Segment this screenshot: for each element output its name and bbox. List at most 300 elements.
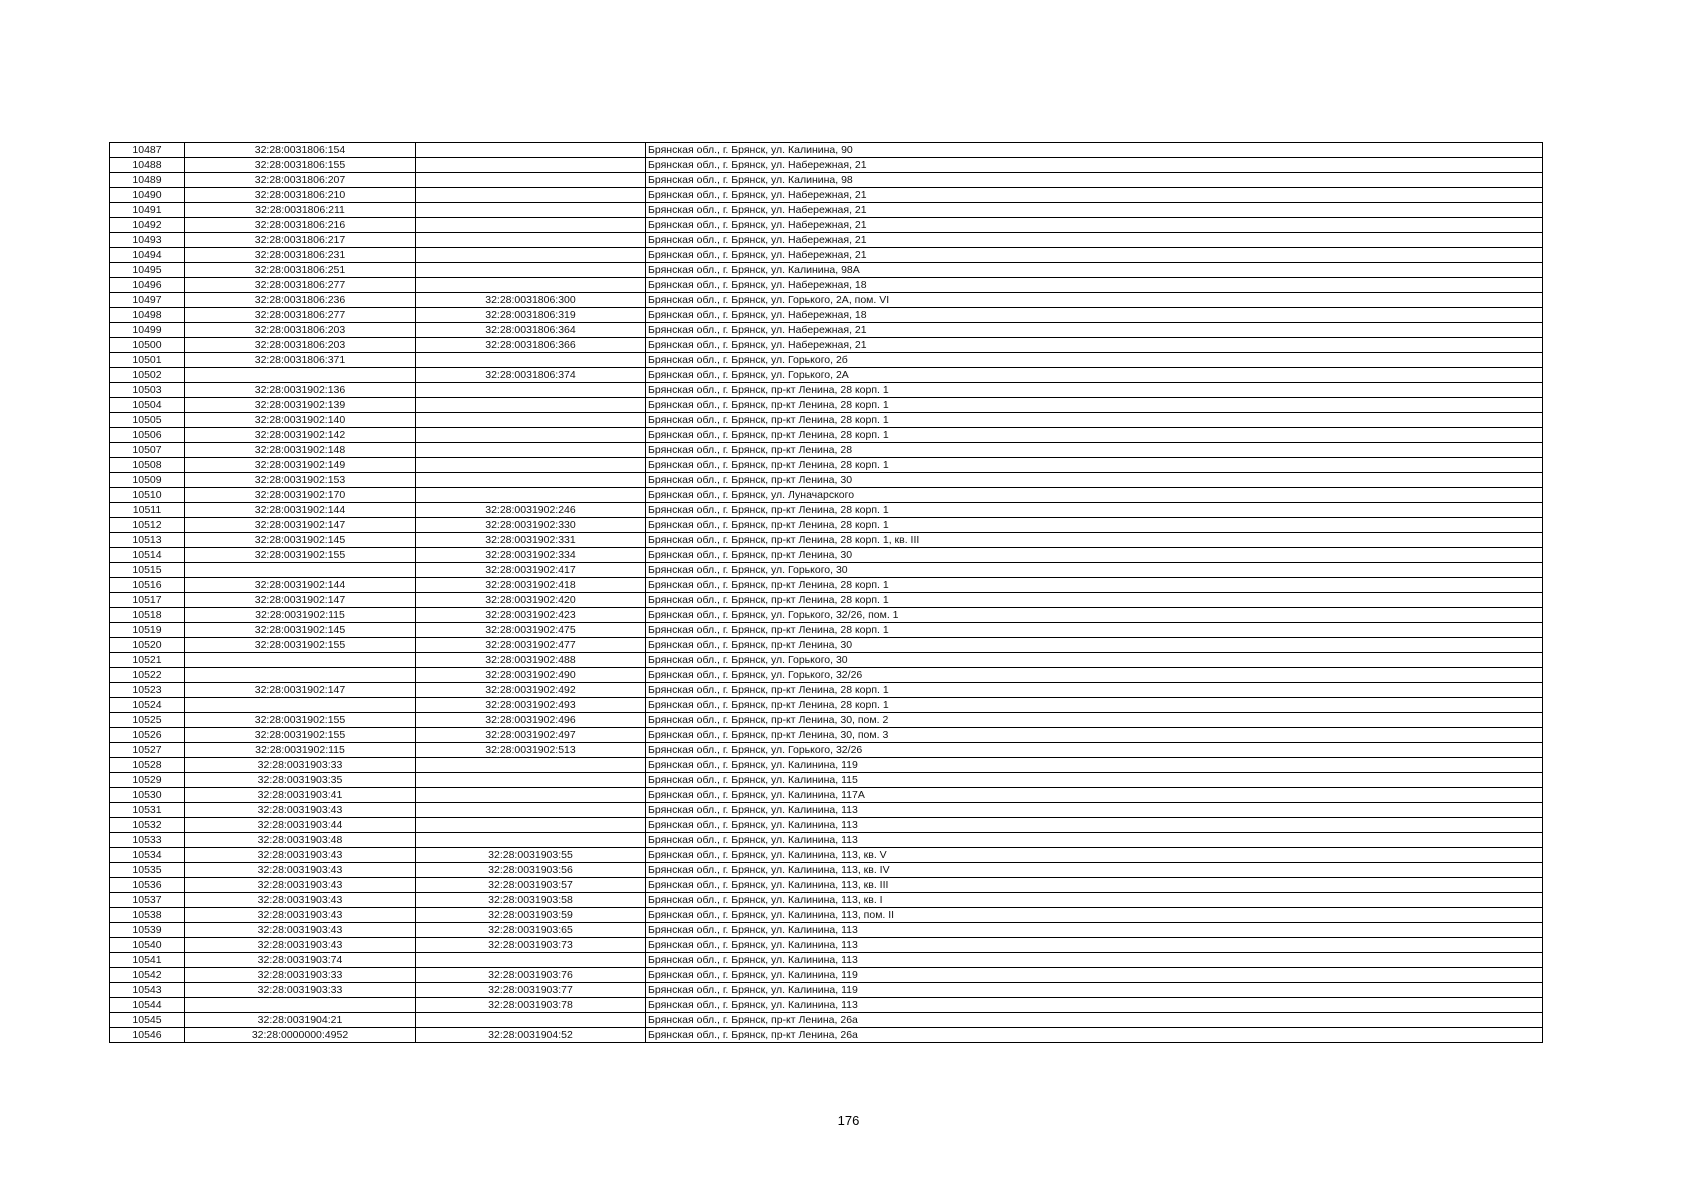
object-cadastral-number-cell <box>416 218 646 233</box>
parcel-cadastral-number-cell: 32:28:0031903:35 <box>185 773 416 788</box>
object-cadastral-number-cell <box>416 353 646 368</box>
object-cadastral-number-cell <box>416 773 646 788</box>
object-cadastral-number-cell <box>416 818 646 833</box>
parcel-cadastral-number-cell: 32:28:0031806:207 <box>185 173 416 188</box>
object-cadastral-number-cell <box>416 788 646 803</box>
parcel-cadastral-number-cell: 32:28:0031903:43 <box>185 923 416 938</box>
object-cadastral-number-cell <box>416 398 646 413</box>
address-cell: Брянская обл., г. Брянск, ул. Набережная, 18 <box>646 278 1543 293</box>
object-cadastral-number-cell: 32:28:0031806:300 <box>416 293 646 308</box>
object-cadastral-number-cell <box>416 413 646 428</box>
row-number-cell: 10520 <box>110 638 185 653</box>
object-cadastral-number-cell: 32:28:0031902:475 <box>416 623 646 638</box>
table-row <box>110 998 1543 1013</box>
table-row <box>110 1013 1543 1028</box>
table-row <box>110 173 1543 188</box>
address-cell: Брянская обл., г. Брянск, пр-кт Ленина, 28 корп. 1 <box>646 503 1543 518</box>
parcel-cadastral-number-cell: 32:28:0031806:155 <box>185 158 416 173</box>
row-number-cell: 10502 <box>110 368 185 383</box>
object-cadastral-number-cell <box>416 248 646 263</box>
address-cell: Брянская обл., г. Брянск, ул. Калинина, 90 <box>646 143 1543 158</box>
parcel-cadastral-number-cell: 32:28:0031902:155 <box>185 638 416 653</box>
address-cell: Брянская обл., г. Брянск, ул. Набережная, 21 <box>646 338 1543 353</box>
table-row <box>110 188 1543 203</box>
parcel-cadastral-number-cell: 32:28:0031903:43 <box>185 848 416 863</box>
address-cell: Брянская обл., г. Брянск, ул. Набережная, 21 <box>646 203 1543 218</box>
parcel-cadastral-number-cell: 32:28:0031902:148 <box>185 443 416 458</box>
parcel-cadastral-number-cell: 32:28:0031902:155 <box>185 713 416 728</box>
object-cadastral-number-cell <box>416 158 646 173</box>
object-cadastral-number-cell: 32:28:0031903:55 <box>416 848 646 863</box>
address-cell: Брянская обл., г. Брянск, ул. Калинина, 115 <box>646 773 1543 788</box>
row-number-cell: 10536 <box>110 878 185 893</box>
row-number-cell: 10503 <box>110 383 185 398</box>
parcel-cadastral-number-cell: 32:28:0031806:217 <box>185 233 416 248</box>
table-row <box>110 443 1543 458</box>
address-cell: Брянская обл., г. Брянск, ул. Луначарского <box>646 488 1543 503</box>
parcel-cadastral-number-cell: 32:28:0031902:153 <box>185 473 416 488</box>
row-number-cell: 10524 <box>110 698 185 713</box>
object-cadastral-number-cell: 32:28:0031902:513 <box>416 743 646 758</box>
parcel-cadastral-number-cell: 32:28:0031903:33 <box>185 968 416 983</box>
table-row <box>110 893 1543 908</box>
object-cadastral-number-cell: 32:28:0031902:420 <box>416 593 646 608</box>
row-number-cell: 10546 <box>110 1028 185 1043</box>
object-cadastral-number-cell: 32:28:0031902:477 <box>416 638 646 653</box>
object-cadastral-number-cell: 32:28:0031902:497 <box>416 728 646 743</box>
table-row <box>110 338 1543 353</box>
object-cadastral-number-cell: 32:28:0031902:331 <box>416 533 646 548</box>
row-number-cell: 10537 <box>110 893 185 908</box>
row-number-cell: 10497 <box>110 293 185 308</box>
table-row <box>110 488 1543 503</box>
parcel-cadastral-number-cell: 32:28:0031903:43 <box>185 908 416 923</box>
table-row <box>110 788 1543 803</box>
parcel-cadastral-number-cell: 32:28:0031903:43 <box>185 893 416 908</box>
row-number-cell: 10541 <box>110 953 185 968</box>
table-row <box>110 503 1543 518</box>
row-number-cell: 10543 <box>110 983 185 998</box>
object-cadastral-number-cell: 32:28:0031902:418 <box>416 578 646 593</box>
row-number-cell: 10544 <box>110 998 185 1013</box>
object-cadastral-number-cell: 32:28:0031902:246 <box>416 503 646 518</box>
parcel-cadastral-number-cell: 32:28:0031903:74 <box>185 953 416 968</box>
table-row <box>110 293 1543 308</box>
row-number-cell: 10530 <box>110 788 185 803</box>
object-cadastral-number-cell: 32:28:0031903:77 <box>416 983 646 998</box>
object-cadastral-number-cell <box>416 188 646 203</box>
parcel-cadastral-number-cell: 32:28:0031806:277 <box>185 278 416 293</box>
object-cadastral-number-cell <box>416 278 646 293</box>
address-cell: Брянская обл., г. Брянск, пр-кт Ленина, 30, пом. 3 <box>646 728 1543 743</box>
parcel-cadastral-number-cell <box>185 698 416 713</box>
row-number-cell: 10528 <box>110 758 185 773</box>
address-cell: Брянская обл., г. Брянск, ул. Набережная, 21 <box>646 158 1543 173</box>
parcel-cadastral-number-cell: 32:28:0031902:139 <box>185 398 416 413</box>
parcel-cadastral-number-cell <box>185 563 416 578</box>
address-cell: Брянская обл., г. Брянск, пр-кт Ленина, 28 корп. 1 <box>646 428 1543 443</box>
table-row <box>110 1028 1543 1043</box>
parcel-cadastral-number-cell <box>185 668 416 683</box>
table-row <box>110 608 1543 623</box>
address-cell: Брянская обл., г. Брянск, ул. Калинина, 113 <box>646 833 1543 848</box>
address-cell: Брянская обл., г. Брянск, пр-кт Ленина, 28 корп. 1 <box>646 623 1543 638</box>
object-cadastral-number-cell: 32:28:0031902:417 <box>416 563 646 578</box>
address-cell: Брянская обл., г. Брянск, ул. Горького, 32/26 <box>646 743 1543 758</box>
parcel-cadastral-number-cell: 32:28:0031902:170 <box>185 488 416 503</box>
row-number-cell: 10532 <box>110 818 185 833</box>
object-cadastral-number-cell: 32:28:0031902:496 <box>416 713 646 728</box>
object-cadastral-number-cell <box>416 173 646 188</box>
table-row <box>110 668 1543 683</box>
address-cell: Брянская обл., г. Брянск, ул. Калинина, 113 <box>646 938 1543 953</box>
table-row <box>110 848 1543 863</box>
parcel-cadastral-number-cell: 32:28:0031902:155 <box>185 728 416 743</box>
object-cadastral-number-cell <box>416 473 646 488</box>
parcel-cadastral-number-cell: 32:28:0031902:136 <box>185 383 416 398</box>
table-row <box>110 863 1543 878</box>
parcel-cadastral-number-cell: 32:28:0031903:43 <box>185 863 416 878</box>
parcel-cadastral-number-cell: 32:28:0031903:43 <box>185 878 416 893</box>
parcel-cadastral-number-cell: 32:28:0031806:251 <box>185 263 416 278</box>
address-cell: Брянская обл., г. Брянск, ул. Набережная, 21 <box>646 218 1543 233</box>
parcel-cadastral-number-cell: 32:28:0031902:147 <box>185 683 416 698</box>
address-cell: Брянская обл., г. Брянск, пр-кт Ленина, 28 корп. 1, кв. III <box>646 533 1543 548</box>
parcel-cadastral-number-cell: 32:28:0031806:210 <box>185 188 416 203</box>
table-row <box>110 428 1543 443</box>
table-row <box>110 353 1543 368</box>
parcel-cadastral-number-cell <box>185 653 416 668</box>
parcel-cadastral-number-cell: 32:28:0031902:145 <box>185 623 416 638</box>
address-cell: Брянская обл., г. Брянск, пр-кт Ленина, 28 корп. 1 <box>646 458 1543 473</box>
table-row <box>110 518 1543 533</box>
parcel-cadastral-number-cell: 32:28:0031902:140 <box>185 413 416 428</box>
object-cadastral-number-cell: 32:28:0031902:334 <box>416 548 646 563</box>
row-number-cell: 10538 <box>110 908 185 923</box>
address-cell: Брянская обл., г. Брянск, ул. Горького, 30 <box>646 653 1543 668</box>
address-cell: Брянская обл., г. Брянск, ул. Калинина, 113, кв. III <box>646 878 1543 893</box>
address-cell: Брянская обл., г. Брянск, ул. Набережная, 21 <box>646 248 1543 263</box>
address-cell: Брянская обл., г. Брянск, ул. Калинина, 113 <box>646 803 1543 818</box>
row-number-cell: 10539 <box>110 923 185 938</box>
object-cadastral-number-cell <box>416 383 646 398</box>
table-row <box>110 878 1543 893</box>
address-cell: Брянская обл., г. Брянск, ул. Калинина, 113, пом. II <box>646 908 1543 923</box>
row-number-cell: 10505 <box>110 413 185 428</box>
object-cadastral-number-cell <box>416 1013 646 1028</box>
address-cell: Брянская обл., г. Брянск, ул. Набережная, 21 <box>646 188 1543 203</box>
row-number-cell: 10510 <box>110 488 185 503</box>
table-row <box>110 578 1543 593</box>
object-cadastral-number-cell: 32:28:0031904:52 <box>416 1028 646 1043</box>
object-cadastral-number-cell: 32:28:0031806:319 <box>416 308 646 323</box>
address-cell: Брянская обл., г. Брянск, ул. Набережная, 18 <box>646 308 1543 323</box>
table-row <box>110 203 1543 218</box>
object-cadastral-number-cell <box>416 263 646 278</box>
table-row <box>110 263 1543 278</box>
address-cell: Брянская обл., г. Брянск, ул. Калинина, 119 <box>646 983 1543 998</box>
table-row <box>110 248 1543 263</box>
parcel-cadastral-number-cell: 32:28:0031902:149 <box>185 458 416 473</box>
row-number-cell: 10512 <box>110 518 185 533</box>
object-cadastral-number-cell: 32:28:0031902:492 <box>416 683 646 698</box>
row-number-cell: 10509 <box>110 473 185 488</box>
parcel-cadastral-number-cell: 32:28:0031806:236 <box>185 293 416 308</box>
table-row <box>110 413 1543 428</box>
page-number: 176 <box>837 1113 860 1128</box>
object-cadastral-number-cell: 32:28:0031903:73 <box>416 938 646 953</box>
address-cell: Брянская обл., г. Брянск, ул. Калинина, 113 <box>646 818 1543 833</box>
object-cadastral-number-cell: 32:28:0031806:364 <box>416 323 646 338</box>
table-row <box>110 968 1543 983</box>
object-cadastral-number-cell: 32:28:0031902:423 <box>416 608 646 623</box>
table-row <box>110 818 1543 833</box>
object-cadastral-number-cell: 32:28:0031903:59 <box>416 908 646 923</box>
object-cadastral-number-cell <box>416 953 646 968</box>
table-row <box>110 728 1543 743</box>
table-row <box>110 908 1543 923</box>
row-number-cell: 10490 <box>110 188 185 203</box>
row-number-cell: 10511 <box>110 503 185 518</box>
address-cell: Брянская обл., г. Брянск, ул. Калинина, 113, кв. I <box>646 893 1543 908</box>
address-cell: Брянская обл., г. Брянск, пр-кт Ленина, 30 <box>646 548 1543 563</box>
object-cadastral-number-cell: 32:28:0031902:490 <box>416 668 646 683</box>
row-number-cell: 10492 <box>110 218 185 233</box>
parcel-cadastral-number-cell: 32:28:0031806:154 <box>185 143 416 158</box>
parcel-cadastral-number-cell: 32:28:0031903:33 <box>185 983 416 998</box>
row-number-cell: 10504 <box>110 398 185 413</box>
row-number-cell: 10540 <box>110 938 185 953</box>
object-cadastral-number-cell: 32:28:0031903:56 <box>416 863 646 878</box>
row-number-cell: 10514 <box>110 548 185 563</box>
address-cell: Брянская обл., г. Брянск, ул. Набережная, 21 <box>646 233 1543 248</box>
row-number-cell: 10518 <box>110 608 185 623</box>
parcel-cadastral-number-cell: 32:28:0031902:142 <box>185 428 416 443</box>
parcel-cadastral-number-cell: 32:28:0031903:43 <box>185 803 416 818</box>
table-row <box>110 323 1543 338</box>
row-number-cell: 10529 <box>110 773 185 788</box>
row-number-cell: 10527 <box>110 743 185 758</box>
address-cell: Брянская обл., г. Брянск, ул. Горького, 32/26 <box>646 668 1543 683</box>
object-cadastral-number-cell <box>416 143 646 158</box>
address-cell: Брянская обл., г. Брянск, ул. Горького, 2б <box>646 353 1543 368</box>
parcel-cadastral-number-cell: 32:28:0031902:147 <box>185 593 416 608</box>
parcel-cadastral-number-cell: 32:28:0031902:144 <box>185 578 416 593</box>
object-cadastral-number-cell <box>416 203 646 218</box>
row-number-cell: 10515 <box>110 563 185 578</box>
table-row <box>110 278 1543 293</box>
row-number-cell: 10513 <box>110 533 185 548</box>
row-number-cell: 10534 <box>110 848 185 863</box>
table-row <box>110 398 1543 413</box>
row-number-cell: 10491 <box>110 203 185 218</box>
row-number-cell: 10495 <box>110 263 185 278</box>
table-row <box>110 938 1543 953</box>
row-number-cell: 10507 <box>110 443 185 458</box>
table-row <box>110 533 1543 548</box>
row-number-cell: 10508 <box>110 458 185 473</box>
address-cell: Брянская обл., г. Брянск, ул. Калинина, 98А <box>646 263 1543 278</box>
table-row <box>110 683 1543 698</box>
object-cadastral-number-cell <box>416 803 646 818</box>
address-cell: Брянская обл., г. Брянск, ул. Калинина, 119 <box>646 968 1543 983</box>
table-row <box>110 953 1543 968</box>
table-row <box>110 233 1543 248</box>
table-row <box>110 923 1543 938</box>
address-cell: Брянская обл., г. Брянск, ул. Горького, 2А <box>646 368 1543 383</box>
object-cadastral-number-cell: 32:28:0031903:57 <box>416 878 646 893</box>
object-cadastral-number-cell: 32:28:0031806:366 <box>416 338 646 353</box>
object-cadastral-number-cell: 32:28:0031902:330 <box>416 518 646 533</box>
object-cadastral-number-cell: 32:28:0031806:374 <box>416 368 646 383</box>
parcel-cadastral-number-cell: 32:28:0031903:41 <box>185 788 416 803</box>
address-cell: Брянская обл., г. Брянск, пр-кт Ленина, 28 корп. 1 <box>646 698 1543 713</box>
object-cadastral-number-cell: 32:28:0031903:65 <box>416 923 646 938</box>
row-number-cell: 10523 <box>110 683 185 698</box>
table-row <box>110 698 1543 713</box>
address-cell: Брянская обл., г. Брянск, пр-кт Ленина, 28 корп. 1 <box>646 578 1543 593</box>
object-cadastral-number-cell <box>416 443 646 458</box>
parcel-cadastral-number-cell: 32:28:0031904:21 <box>185 1013 416 1028</box>
row-number-cell: 10488 <box>110 158 185 173</box>
row-number-cell: 10525 <box>110 713 185 728</box>
address-cell: Брянская обл., г. Брянск, пр-кт Ленина, 28 корп. 1 <box>646 683 1543 698</box>
table-row <box>110 218 1543 233</box>
row-number-cell: 10487 <box>110 143 185 158</box>
parcel-cadastral-number-cell <box>185 368 416 383</box>
cadastral-register-table <box>109 142 1543 1043</box>
table-row <box>110 548 1543 563</box>
address-cell: Брянская обл., г. Брянск, ул. Калинина, 119 <box>646 758 1543 773</box>
table-body <box>110 143 1543 1043</box>
table-row <box>110 653 1543 668</box>
parcel-cadastral-number-cell: 32:28:0031902:115 <box>185 608 416 623</box>
row-number-cell: 10521 <box>110 653 185 668</box>
table-row <box>110 473 1543 488</box>
table-row <box>110 308 1543 323</box>
address-cell: Брянская обл., г. Брянск, ул. Горького, 2А, пом. VI <box>646 293 1543 308</box>
address-cell: Брянская обл., г. Брянск, пр-кт Ленина, 26а <box>646 1028 1543 1043</box>
parcel-cadastral-number-cell: 32:28:0031902:115 <box>185 743 416 758</box>
parcel-cadastral-number-cell: 32:28:0031902:144 <box>185 503 416 518</box>
row-number-cell: 10498 <box>110 308 185 323</box>
object-cadastral-number-cell: 32:28:0031903:58 <box>416 893 646 908</box>
parcel-cadastral-number-cell: 32:28:0031806:211 <box>185 203 416 218</box>
row-number-cell: 10493 <box>110 233 185 248</box>
parcel-cadastral-number-cell: 32:28:0031806:371 <box>185 353 416 368</box>
address-cell: Брянская обл., г. Брянск, пр-кт Ленина, 26а <box>646 1013 1543 1028</box>
row-number-cell: 10542 <box>110 968 185 983</box>
parcel-cadastral-number-cell: 32:28:0031806:216 <box>185 218 416 233</box>
address-cell: Брянская обл., г. Брянск, ул. Горького, 30 <box>646 563 1543 578</box>
parcel-cadastral-number-cell: 32:28:0031902:155 <box>185 548 416 563</box>
table-row <box>110 143 1543 158</box>
object-cadastral-number-cell <box>416 833 646 848</box>
row-number-cell: 10496 <box>110 278 185 293</box>
parcel-cadastral-number-cell: 32:28:0031806:203 <box>185 338 416 353</box>
parcel-cadastral-number-cell: 32:28:0031806:203 <box>185 323 416 338</box>
object-cadastral-number-cell <box>416 758 646 773</box>
table-row <box>110 743 1543 758</box>
address-cell: Брянская обл., г. Брянск, пр-кт Ленина, 28 корп. 1 <box>646 413 1543 428</box>
row-number-cell: 10489 <box>110 173 185 188</box>
row-number-cell: 10522 <box>110 668 185 683</box>
row-number-cell: 10517 <box>110 593 185 608</box>
table-row <box>110 713 1543 728</box>
row-number-cell: 10535 <box>110 863 185 878</box>
table-row <box>110 758 1543 773</box>
parcel-cadastral-number-cell: 32:28:0031806:277 <box>185 308 416 323</box>
table-row <box>110 773 1543 788</box>
table-row <box>110 803 1543 818</box>
parcel-cadastral-number-cell: 32:28:0031903:48 <box>185 833 416 848</box>
table-row <box>110 638 1543 653</box>
object-cadastral-number-cell: 32:28:0031902:493 <box>416 698 646 713</box>
object-cadastral-number-cell <box>416 428 646 443</box>
parcel-cadastral-number-cell: 32:28:0000000:4952 <box>185 1028 416 1043</box>
address-cell: Брянская обл., г. Брянск, пр-кт Ленина, 28 корп. 1 <box>646 398 1543 413</box>
object-cadastral-number-cell <box>416 488 646 503</box>
table-row <box>110 623 1543 638</box>
row-number-cell: 10526 <box>110 728 185 743</box>
object-cadastral-number-cell <box>416 458 646 473</box>
address-cell: Брянская обл., г. Брянск, ул. Калинина, 117А <box>646 788 1543 803</box>
table-row <box>110 383 1543 398</box>
address-cell: Брянская обл., г. Брянск, ул. Калинина, 98 <box>646 173 1543 188</box>
address-cell: Брянская обл., г. Брянск, ул. Калинина, 113 <box>646 923 1543 938</box>
address-cell: Брянская обл., г. Брянск, пр-кт Ленина, 30 <box>646 638 1543 653</box>
object-cadastral-number-cell: 32:28:0031903:78 <box>416 998 646 1013</box>
table-row <box>110 563 1543 578</box>
object-cadastral-number-cell: 32:28:0031902:488 <box>416 653 646 668</box>
parcel-cadastral-number-cell: 32:28:0031903:44 <box>185 818 416 833</box>
address-cell: Брянская обл., г. Брянск, пр-кт Ленина, 28 <box>646 443 1543 458</box>
address-cell: Брянская обл., г. Брянск, ул. Набережная, 21 <box>646 323 1543 338</box>
parcel-cadastral-number-cell: 32:28:0031806:231 <box>185 248 416 263</box>
address-cell: Брянская обл., г. Брянск, пр-кт Ленина, 28 корп. 1 <box>646 518 1543 533</box>
row-number-cell: 10533 <box>110 833 185 848</box>
address-cell: Брянская обл., г. Брянск, ул. Калинина, 113, кв. V <box>646 848 1543 863</box>
table-row <box>110 458 1543 473</box>
row-number-cell: 10531 <box>110 803 185 818</box>
address-cell: Брянская обл., г. Брянск, пр-кт Ленина, 28 корп. 1 <box>646 593 1543 608</box>
row-number-cell: 10545 <box>110 1013 185 1028</box>
parcel-cadastral-number-cell: 32:28:0031902:147 <box>185 518 416 533</box>
row-number-cell: 10500 <box>110 338 185 353</box>
object-cadastral-number-cell: 32:28:0031903:76 <box>416 968 646 983</box>
table-row <box>110 158 1543 173</box>
row-number-cell: 10494 <box>110 248 185 263</box>
row-number-cell: 10499 <box>110 323 185 338</box>
table-row <box>110 983 1543 998</box>
address-cell: Брянская обл., г. Брянск, пр-кт Ленина, 28 корп. 1 <box>646 383 1543 398</box>
table-row <box>110 593 1543 608</box>
table-row <box>110 368 1543 383</box>
row-number-cell: 10516 <box>110 578 185 593</box>
row-number-cell: 10501 <box>110 353 185 368</box>
object-cadastral-number-cell <box>416 233 646 248</box>
parcel-cadastral-number-cell: 32:28:0031903:33 <box>185 758 416 773</box>
address-cell: Брянская обл., г. Брянск, ул. Калинина, 113, кв. IV <box>646 863 1543 878</box>
table-row <box>110 833 1543 848</box>
parcel-cadastral-number-cell <box>185 998 416 1013</box>
address-cell: Брянская обл., г. Брянск, пр-кт Ленина, 30, пом. 2 <box>646 713 1543 728</box>
row-number-cell: 10506 <box>110 428 185 443</box>
parcel-cadastral-number-cell: 32:28:0031903:43 <box>185 938 416 953</box>
address-cell: Брянская обл., г. Брянск, пр-кт Ленина, 30 <box>646 473 1543 488</box>
address-cell: Брянская обл., г. Брянск, ул. Горького, 32/26, пом. 1 <box>646 608 1543 623</box>
parcel-cadastral-number-cell: 32:28:0031902:145 <box>185 533 416 548</box>
